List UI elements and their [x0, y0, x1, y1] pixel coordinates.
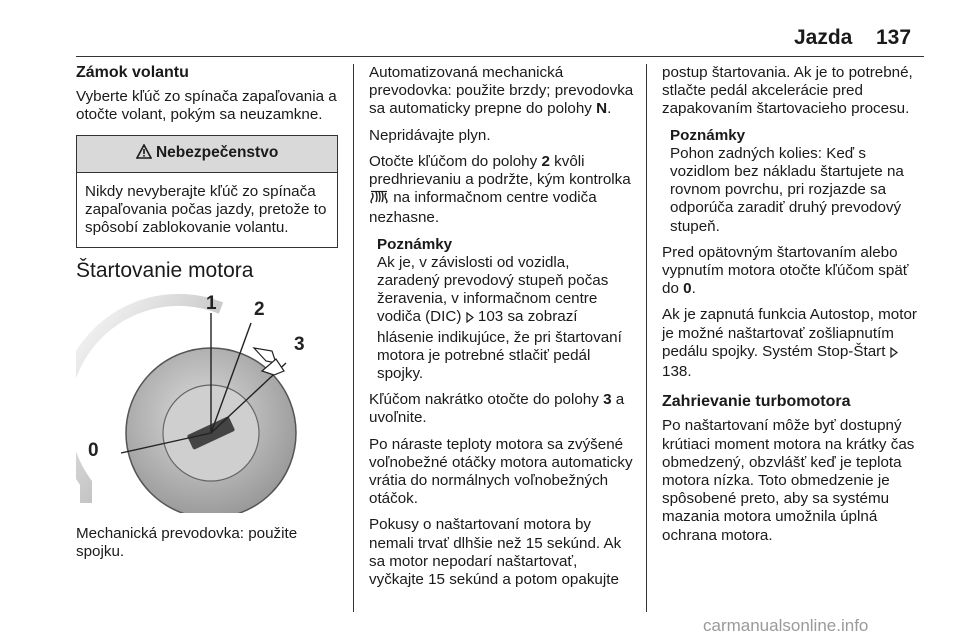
paragraph: Pokusy o naštartovaní motora by nemali trvať dlhšie než 15 sekúnd. Ak sa motor nepodarí naštartovať, vyčkajte 15 sekúnd a potom opakujte	[369, 516, 622, 589]
heading-steering-lock: Zámok volantu	[76, 64, 189, 81]
page-reference-icon	[466, 310, 474, 328]
column-2	[369, 64, 634, 597]
column-divider	[646, 64, 647, 612]
note-text: Ak je, v závislosti od vozidla, zaradený prevodový stupeň počas žeravenia, v informačnom centre vodiča (DIC) 103 sa zobrazí hlásenie indikujúce, že pri štartovaní motora je potrebné stlačiť pedál spojky.	[377, 253, 622, 383]
paragraph: Ak je zapnutá funkcia Autostop, motor je možné naštartovať zošliapnutím pedálu spojky. Systém Stop-Štart 138.	[662, 306, 917, 381]
paragraph: Otočte kľúčom do polohy 2 kvôli predhrievaniu a podržte, kým kontrolka na informačnom centre vodiča nezhasne.	[369, 152, 631, 227]
position-label-3: 3	[294, 333, 305, 355]
warning-box	[76, 135, 338, 249]
paragraph: Po náraste teploty motora sa zvýšené voľnobežné otáčky motora automaticky vrátia do normálnych voľnobežných otáčok.	[369, 435, 633, 508]
paragraph: Automatizovaná mechanická prevodovka: použite brzdy; prevodovka sa automaticky prepne do polohy N.	[369, 64, 634, 118]
paragraph: Pred opätovným štartovaním alebo vypnutím motora otočte kľúčom späť do 0.	[662, 243, 909, 298]
note-title: Poznámky	[670, 126, 746, 144]
paragraph: Po naštartovaní môže byť dostupný krútiaci moment motora na krátky čas obmedzený, obzvlášť keď je teplota motora nízka. Toto obmedzenie je spôsobené preto, aby sa systému mazania motora umožnila úplná ochrana motora.	[662, 417, 915, 544]
note-text: Pohon zadných kolies: Keď s vozidlom bez nákladu štartujete na rovnom povrchu, pri rozjazde sa odporúča zaradiť druhý prevodový stupeň.	[670, 144, 904, 235]
warning-triangle-icon	[136, 144, 152, 164]
paragraph: Mechanická prevodovka: použite spojku.	[76, 524, 298, 560]
note-box	[662, 127, 927, 236]
page-number: 137	[876, 26, 912, 49]
paragraph: Nepridávajte plyn.	[369, 126, 491, 144]
note-box	[369, 236, 634, 384]
paragraph: postup štartovania. Ak je to potrebné, stlačte pedál akcelerácie pred zapakovaním štartovacieho procesu.	[662, 64, 913, 118]
section-title: Jazda	[794, 26, 853, 49]
column-3	[662, 64, 927, 553]
position-label-2: 2	[254, 298, 265, 320]
header-rule	[76, 56, 924, 57]
watermark: carmanualsonline.info	[703, 616, 869, 635]
warning-header	[77, 136, 337, 173]
position-label-0: 0	[88, 439, 99, 461]
column-divider	[353, 64, 354, 612]
ignition-figure	[76, 293, 338, 513]
paragraph: Vyberte kľúč zo spínača zapaľovania a otočte volant, pokým sa neuzamkne.	[76, 88, 337, 124]
glow-plug-icon	[369, 190, 389, 209]
note-title: Poznámky	[377, 235, 453, 253]
position-label-1: 1	[206, 292, 217, 314]
heading-engine-start: Štartovanie motora	[76, 259, 254, 283]
warning-text: Nikdy nevyberajte kľúč zo spínača zapaľovania počas jazdy, pretože to spôsobí zablokovanie volantu.	[85, 182, 327, 237]
paragraph: Kľúčom nakrátko otočte do polohy 3 a uvoľnite.	[369, 391, 625, 427]
heading-turbo-warmup: Zahrievanie turbomotora	[662, 393, 851, 411]
warning-title: Nebezpečenstvo	[155, 143, 279, 161]
column-1	[76, 64, 338, 569]
page-reference-icon	[890, 345, 898, 363]
